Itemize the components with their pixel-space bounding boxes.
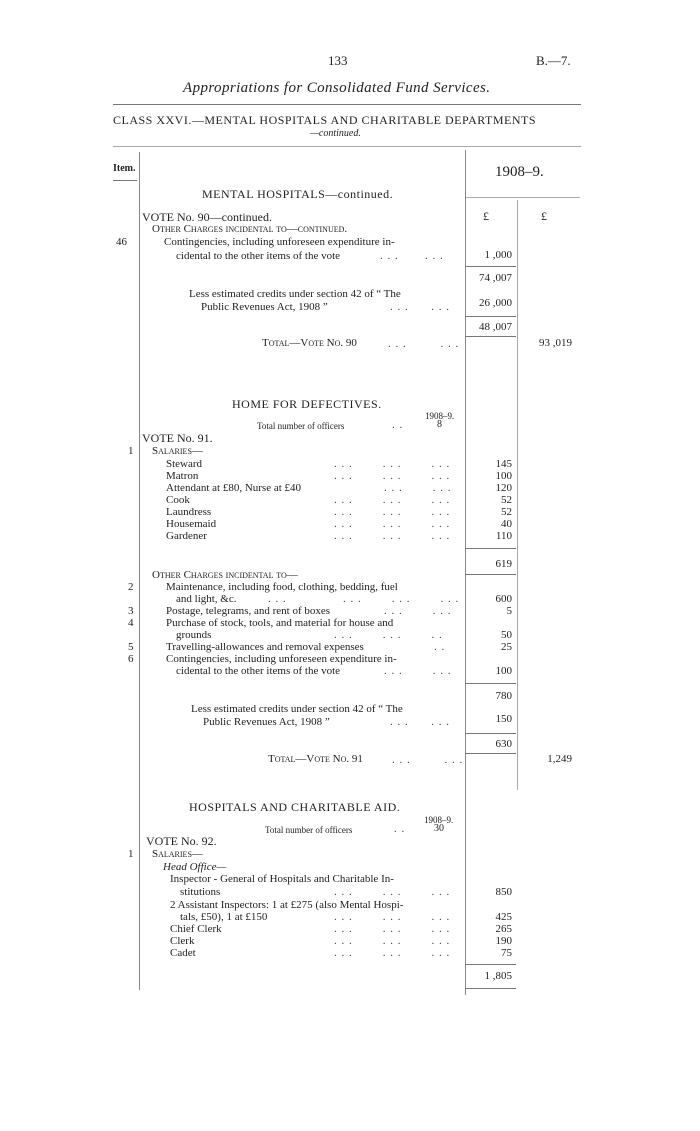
total-vote-90-amount: 93 ,019 <box>539 337 572 349</box>
item-number: 4 <box>128 617 134 629</box>
postage-amount: 5 <box>506 605 512 617</box>
header-rule <box>113 104 581 105</box>
head-office-heading: Head Office— <box>163 861 227 873</box>
staff-label: Steward <box>166 458 203 470</box>
year-column-header: 1908–9. <box>495 164 544 180</box>
contingencies-line1: Contingencies, including unforeseen expenditure in- <box>166 653 397 665</box>
staff-label: Attendant at £80, Nurse at £40 <box>166 482 302 494</box>
page-number: 133 <box>328 53 348 68</box>
staff-label: Chief Clerk <box>170 923 222 935</box>
pound-sign-col2: £ <box>541 209 547 223</box>
less-credits-line2: Public Revenues Act, 1908 ” <box>203 716 330 728</box>
table-top-rule <box>113 146 581 147</box>
staff-amount: 100 <box>495 470 512 482</box>
item-column-header: Item. <box>113 163 136 174</box>
contingencies-line1: Contingencies, including unforeseen expenditure in- <box>164 236 395 248</box>
staff-label: Laundress <box>166 506 212 518</box>
item-number: 1 <box>128 445 134 457</box>
staff-amount: 265 <box>495 923 512 935</box>
class-continued: —continued. <box>310 128 361 139</box>
staff-amount: 52 <box>501 506 512 518</box>
vote-91-label: VOTE No. 91. <box>142 431 213 445</box>
other-charges-heading: Other Charges incidental to— <box>152 569 298 581</box>
net-amount: 48 ,007 <box>479 321 512 333</box>
amount-column-divider <box>465 150 466 995</box>
officers-year: 1908–9. <box>424 815 454 825</box>
staff-amount: 145 <box>495 458 512 470</box>
maintenance-line2: and light, &c. <box>176 593 237 605</box>
assistant-inspectors-amount: 425 <box>495 911 512 923</box>
less-credits-line1: Less estimated credits under section 42 of “ The <box>189 288 401 300</box>
less-credits-amount: 26 ,000 <box>479 297 512 309</box>
less-credits-line1: Less estimated credits under section 42 of “ The <box>191 703 403 715</box>
amount-inner-divider <box>517 200 518 790</box>
staff-label: Gardener <box>166 530 207 542</box>
staff-label: Clerk <box>170 935 195 947</box>
officers-count: 8 <box>437 419 442 430</box>
officers-count: 30 <box>434 823 444 834</box>
contingencies-line2: cidental to the other items of the vote <box>176 250 341 262</box>
staff-amount: 120 <box>495 482 512 494</box>
assistant-inspectors-line2: tals, £50), 1 at £150 <box>180 911 268 923</box>
other-charges-heading: Other Charges incidental to—continued. <box>152 223 348 235</box>
purchase-stock-line2: grounds <box>176 629 212 641</box>
staff-amount: 75 <box>501 947 512 959</box>
officers-label: Total number of officers <box>265 825 353 835</box>
salaries-heading: Salaries— <box>152 848 203 860</box>
staff-label: Cook <box>166 494 190 506</box>
total-vote-91-label: Total—Vote No. 91 <box>268 753 363 765</box>
contingencies-amount: 100 <box>495 665 512 677</box>
salaries-total: 1 ,805 <box>484 970 512 982</box>
travelling-allowances-amount: 25 <box>501 641 512 653</box>
item-number: 6 <box>128 653 134 665</box>
year-header-rule <box>466 197 580 198</box>
maintenance-amount: 600 <box>495 593 512 605</box>
subtotal-amount: 780 <box>495 690 512 702</box>
maintenance-line1: Maintenance, including food, clothing, bedding, fuel <box>166 581 398 593</box>
item-header-rule <box>113 180 137 181</box>
section-heading-hospitals-charitable-aid: HOSPITALS AND CHARITABLE AID. <box>189 800 401 814</box>
less-credits-amount: 150 <box>495 713 512 725</box>
vote-92-label: VOTE No. 92. <box>146 834 217 848</box>
purchase-stock-line1: Purchase of stock, tools, and material for house and <box>166 617 394 629</box>
purchase-stock-amount: 50 <box>501 629 512 641</box>
pound-sign-col1: £ <box>483 209 489 223</box>
net-amount: 630 <box>495 738 512 750</box>
contingencies-line2: cidental to the other items of the vote <box>176 665 341 677</box>
item-number: 2 <box>128 581 134 593</box>
postage-line: Postage, telegrams, and rent of boxes <box>166 605 331 617</box>
document-reference: B.—7. <box>536 53 571 68</box>
staff-amount: 110 <box>495 530 512 542</box>
item-number: 1 <box>128 848 134 860</box>
staff-amount: 190 <box>495 935 512 947</box>
item-column-divider <box>139 152 140 990</box>
staff-label: Matron <box>166 470 199 482</box>
less-credits-line2: Public Revenues Act, 1908 ” <box>201 301 328 313</box>
item-number: 5 <box>128 641 134 653</box>
class-title: CLASS XXVI.—MENTAL HOSPITALS AND CHARITABLE DEPARTMENTS <box>113 113 537 127</box>
staff-label: Housemaid <box>166 518 217 530</box>
staff-label: Cadet <box>170 947 196 959</box>
section-heading-home-for-defectives: HOME FOR DEFECTIVES. <box>232 397 382 411</box>
salaries-heading: Salaries— <box>152 445 203 457</box>
running-title: Appropriations for Consolidated Fund Services. <box>183 80 491 96</box>
contingencies-amount: 1 ,000 <box>484 249 512 261</box>
item-number: 3 <box>128 605 134 617</box>
vote-90-label: VOTE No. 90—continued. <box>142 210 272 224</box>
inspector-general-line1: Inspector - General of Hospitals and Charitable In- <box>170 873 394 885</box>
item-number: 46 <box>116 236 127 248</box>
inspector-general-amount: 850 <box>495 886 512 898</box>
assistant-inspectors-line1: 2 Assistant Inspectors: 1 at £275 (also Mental Hospi- <box>170 899 404 911</box>
inspector-general-line2: stitutions <box>180 886 221 898</box>
total-vote-90-label: Total—Vote No. 90 <box>262 337 357 349</box>
section-heading-mental-hospitals: MENTAL HOSPITALS—continued. <box>202 187 394 201</box>
total-vote-91-amount: 1,249 <box>547 753 572 765</box>
staff-amount: 40 <box>501 518 512 530</box>
subtotal-amount: 74 ,007 <box>479 272 512 284</box>
officers-label: Total number of officers <box>257 421 345 431</box>
officers-year: 1908–9. <box>425 411 455 421</box>
salaries-subtotal: 619 <box>495 558 512 570</box>
travelling-allowances-line: Travelling-allowances and removal expenses <box>166 641 364 653</box>
staff-amount: 52 <box>501 494 512 506</box>
